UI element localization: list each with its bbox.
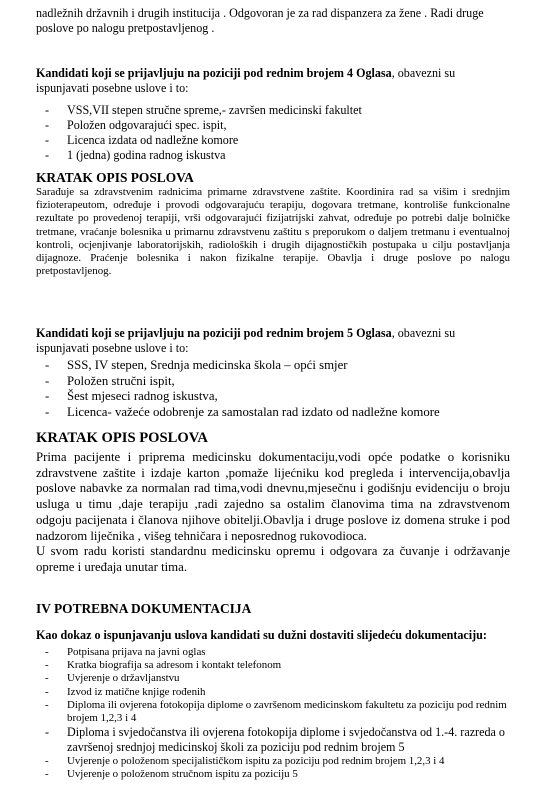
dash-bullet: - — [45, 672, 49, 685]
section5-lead — [36, 326, 510, 356]
dash-bullet: - — [45, 133, 50, 147]
list-item: - SSS, IV stepen, Srednja medicinska škola – opći smjer — [45, 358, 348, 372]
dash-bullet: - — [45, 118, 50, 132]
documentation-list — [36, 646, 510, 782]
dash-bullet: - — [45, 148, 50, 162]
section5-desc-text: Prima pacijente i priprema medicinsku dokumentaciju,vodi opće podatke o korisniku zdravstvene zaštite i izdaje karton ,pomaže lijećniku kod pregleda i intervencija,obavlja poslove nabavke za normalan rad tima,vodi dnevnu,mjesečnu i godišnju evidenciju o broju usluga u timu ,daje terapiju ,radi zajedno sa ostalim članovima tima na zdravstvenom odgoju pacijenata i članova njihove obitelji.Obavlja i druge poslove iz domena struke i pod nadzorom liječnika , višeg tehničara i neposrednog rukovodioca. — [36, 450, 510, 543]
list-item: - Licenca- važeće odobrenje za samostalan rad izdato od nadležne komore — [45, 405, 440, 420]
dash-bullet: - — [45, 685, 49, 698]
section5-desc-heading: KRATAK OPIS POSLOVA — [36, 430, 208, 446]
documentation-lead: Kao dokaz o ispunjavanju uslova kandidati su dužni dostaviti slijedeću dokumentaciju: — [36, 628, 487, 642]
dash-bullet: - — [45, 103, 50, 117]
list-item: - Diploma ili ovjerena fotokopija diplome o završenom medicinskom fakultetu za poziciju pod rednim brojem 1,2,3 i 4 — [45, 698, 507, 725]
list-item: - Licenca izdata od nadležne komore — [45, 133, 239, 147]
dash-bullet: - — [45, 659, 49, 672]
list-item: - Šest mjeseci radnog iskustva, — [45, 389, 218, 404]
section4-lead-rest: , obavezni su ispunjavati posebne uslove i to: — [36, 66, 456, 95]
dash-bullet: - — [45, 373, 50, 388]
list-item: - Potpisana prijava na javni oglas — [45, 646, 206, 658]
dash-bullet: - — [45, 725, 50, 740]
list-item: - Uvjerenje o položenom specijalističkom ispitu za poziciju pod rednim brojem 1,2,3 i 4 — [45, 755, 445, 768]
section4-desc-heading: KRATAK OPIS POSLOVA — [36, 170, 194, 185]
list-item: - VSS,VII stepen stručne spreme,- završen medicinski fakultet — [45, 103, 362, 117]
section4-lead-bold: Kandidati koji se prijavljuju na poziciji pod rednim brojem 4 Oglasa — [36, 66, 392, 80]
documentation-heading: IV POTREBNA DOKUMENTACIJA — [36, 601, 252, 616]
list-item: - Položen stručni ispit, — [45, 373, 175, 388]
section5-lead-bold: Kandidati koji se prijavljuju na poziciji pod rednim brojem 5 Oglasa — [36, 326, 392, 340]
section4-lead — [36, 66, 510, 96]
dash-bullet: - — [45, 405, 50, 420]
list-item: - Kratka biografija sa adresom i kontakt telefonom — [45, 659, 282, 672]
dash-bullet: - — [45, 358, 50, 372]
list-item: - Uvjerenje o državljanstvu — [45, 672, 180, 685]
list-item: - Položen odgovarajući spec. ispit, — [45, 118, 227, 132]
section4-conditions — [36, 103, 510, 163]
intro-paragraph: nadležnih državnih i drugih institucija . Odgovoran je za rad dispanzera za žene . Radi druge poslove po nalogu pretpostavljenog . — [36, 6, 484, 35]
list-item: - Uvjerenje o položenom stručnom ispitu za poziciju 5 — [45, 768, 298, 781]
dash-bullet: - — [45, 646, 49, 658]
section5-lead-rest: , obavezni su ispunjavati posebne uslove i to: — [36, 326, 456, 355]
dash-bullet: - — [45, 755, 49, 768]
dash-bullet: - — [45, 389, 50, 404]
section5-desc-text-2: U svom radu koristi standardnu medicinsku opremu i odgovara za čuvanje i održavanje opreme i uređaja unutar tima. — [36, 544, 510, 574]
section5-conditions — [36, 358, 510, 421]
list-item: - Diploma i svjedočanstva ili ovjerena fotokopija diplome i svjedočanstva od 1.-4. razreda o završenoj srednjoj medicinskoj školi za poziciju pod rednim brojem 5 — [45, 725, 505, 755]
list-item: - Izvod iz matične knjige rođenih — [45, 685, 206, 698]
dash-bullet: - — [45, 768, 49, 781]
dash-bullet: - — [45, 698, 49, 711]
section4-desc-text: Sarađuje sa zdravstvenim radnicima primarne zdravstvene zaštite. Koordinira rad sa višim i srednjim fizioterapeutom, određuje i provodi odgovarajuću terapiju, dogovara tretmane, kontroliše funkcionalne rezultate po provedenoj terapiji, vrši odgovarajući fizijatrijski zahvat, određuje po potrebi dalje bolničke tretmane, vraćanje bolesnika u primarnu zdravstvenu zaštitu s preporukom o daljem tretmanu i eventualnoj kontroli, ocjenjivanje laboratorijskih, radioloških i drugih dijagnostičkih postupaka u cilju postavljanja dijagnoze. Praćenje bolesnika i nakon fizikalne terapije. Obavlja i druge poslove po nalogu pretpostavljenog. — [36, 186, 510, 278]
list-item: - 1 (jedna) godina radnog iskustva — [45, 148, 226, 162]
